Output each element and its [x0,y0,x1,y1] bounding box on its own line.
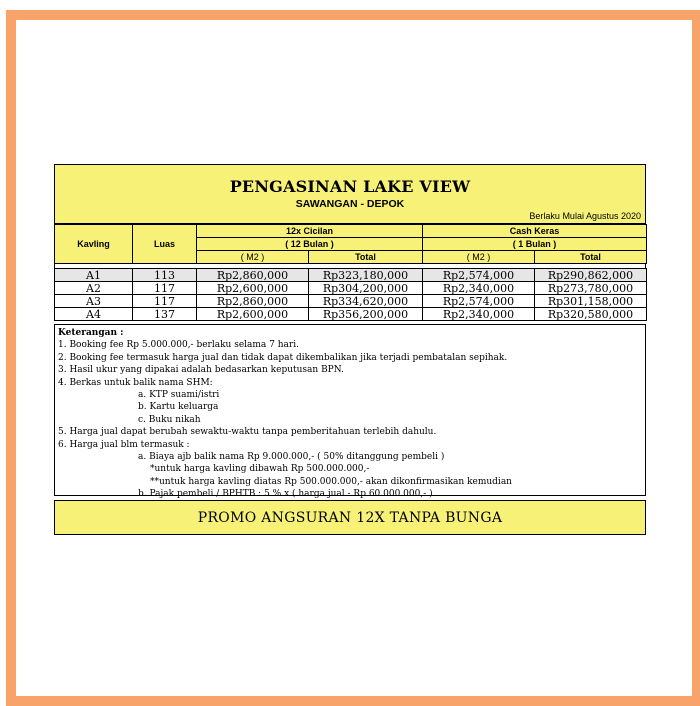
cell-cash-m2: Rp2,574,000 [423,295,535,308]
cell-cash-m2: Rp2,340,000 [423,308,535,321]
cell-kavling: A2 [55,282,133,295]
note-item: 1. Booking fee Rp 5.000.000,- berlaku selama 7 hari. [58,340,299,351]
cell-cicilan-m2: Rp2,860,000 [197,295,309,308]
effective-date: Berlaku Mulai Agustus 2020 [529,211,641,221]
header-banner [54,164,646,224]
location-subtitle: SAWANGAN - DEPOK [295,198,405,210]
col-cicilan-total: Total [309,251,423,264]
price-sheet [54,164,646,535]
cell-cicilan-total: Rp334,620,000 [309,295,423,308]
table-row [55,295,647,308]
col-cash-total: Total [535,251,647,264]
cell-cicilan-total: Rp304,200,000 [309,282,423,295]
notes-section [54,324,646,500]
note-item: 3. Hasil ukur yang dipakai adalah bedasarkan keputusan BPN. [58,365,344,376]
table-row [55,282,647,295]
cell-luas: 137 [133,308,197,321]
cell-cicilan-total: Rp323,180,000 [309,269,423,282]
note-subitem: a. Biaya ajb balik nama Rp 9.000.000,- ( 50% ditanggung pembeli ) [138,452,445,463]
note-subitem: b. Pajak pembeli / BPHTB : 5 % x ( harga jual - Rp 60.000.000,- ) [138,489,433,500]
cell-cash-m2: Rp2,340,000 [423,282,535,295]
note-subitem: c. Buku nikah [138,414,201,425]
page-title: PENGASINAN LAKE VIEW [229,177,471,196]
cell-luas: 117 [133,282,197,295]
note-item: 6. Harga jual blm termasuk : [58,439,190,450]
col-cicilan-m2: ( M2 ) [197,251,309,264]
cell-cash-total: Rp320,580,000 [535,308,647,321]
cell-cash-total: Rp273,780,000 [535,282,647,295]
note-subitem: b. Kartu keluarga [138,402,219,413]
note-item: 5. Harga jual dapat berubah sewaktu-waktu tanpa pemberitahuan terlebih dahulu. [58,427,437,438]
group-cash-sub: ( 1 Bulan ) [423,238,647,251]
promo-text: PROMO ANGSURAN 12X TANPA BUNGA [197,509,503,526]
cell-cash-total: Rp290,862,000 [535,269,647,282]
cell-kavling: A4 [55,308,133,321]
cell-cicilan-total: Rp356,200,000 [309,308,423,321]
note-subitem: a. KTP suami/istri [138,390,220,401]
promo-banner [54,500,646,535]
note-footnote: *untuk harga kavling dibawah Rp 500.000.000,- [150,464,370,475]
cell-kavling: A3 [55,295,133,308]
notes-heading: Keterangan : [58,328,124,338]
note-item: 4. Berkas untuk balik nama SHM: [58,377,213,388]
price-table-header [54,224,647,264]
price-table-body [54,268,647,321]
col-luas-header: Luas [133,225,197,264]
col-kavling-header: Kavling [55,225,133,264]
cell-cash-total: Rp301,158,000 [535,295,647,308]
table-row [55,269,647,282]
cell-cash-m2: Rp2,574,000 [423,269,535,282]
cell-cicilan-m2: Rp2,600,000 [197,282,309,295]
cell-kavling: A1 [55,269,133,282]
group-cicilan-header: 12x Cicilan [197,225,423,238]
cell-luas: 117 [133,295,197,308]
cell-cicilan-m2: Rp2,600,000 [197,308,309,321]
note-item: 2. Booking fee termasuk harga jual dan tidak dapat dikembalikan jika terjadi pembatalan sepihak. [58,352,508,363]
cell-luas: 113 [133,269,197,282]
group-cicilan-sub: ( 12 Bulan ) [197,238,423,251]
cell-cicilan-m2: Rp2,860,000 [197,269,309,282]
group-cash-header: Cash Keras [423,225,647,238]
table-row [55,308,647,321]
note-footnote: **untuk harga kavling diatas Rp 500.000.000,- akan dikonfirmasikan kemudian [150,476,512,487]
col-cash-m2: ( M2 ) [423,251,535,264]
